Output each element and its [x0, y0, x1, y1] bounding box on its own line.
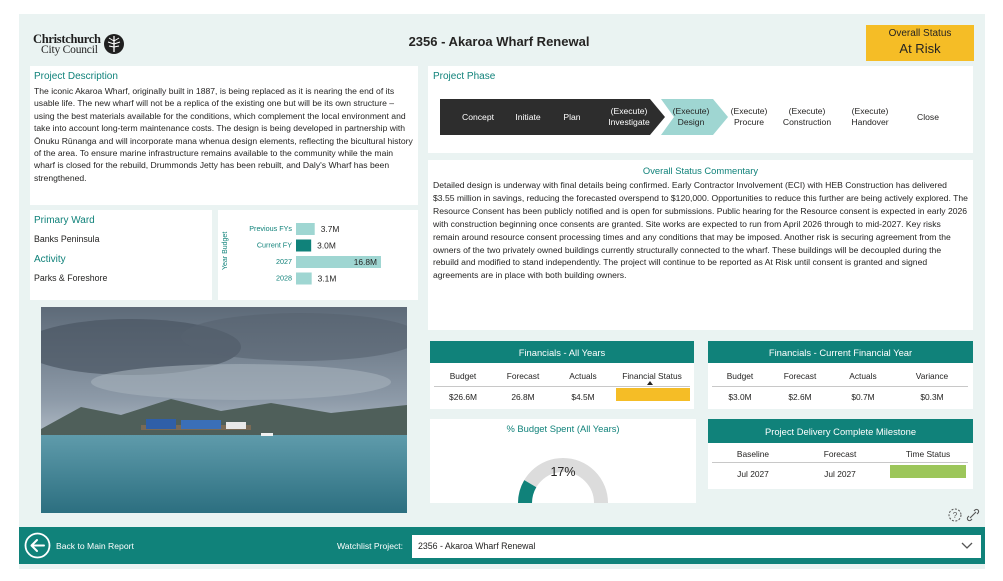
fin-cur-variance-header: Variance: [915, 371, 949, 381]
milestone-forecast-value: Jul 2027: [824, 469, 856, 479]
back-to-main-report-link[interactable]: Back to Main Report: [56, 541, 134, 551]
budget-spent-gauge-card: [430, 419, 696, 503]
milestone-header: Project Delivery Complete Milestone: [708, 419, 973, 443]
financials-current-year-table: [708, 363, 973, 409]
financials-all-years-table: [430, 363, 694, 409]
wharf-photo: [41, 307, 407, 513]
fin-all-budget-header: Budget: [449, 371, 477, 381]
phase-step: Concept: [461, 111, 494, 122]
watchlist-project-value: 2356 - Akaroa Wharf Renewal: [418, 541, 536, 551]
milestone-forecast-header: Forecast: [823, 449, 857, 459]
chevron-down-icon[interactable]: [961, 542, 973, 550]
year-budget-chart: [218, 210, 418, 300]
phase-step: (Execute) Design: [672, 106, 710, 127]
activity-label: Activity: [34, 254, 66, 265]
activity-value: Parks & Foreshore: [34, 273, 108, 283]
financials-current-year-header: Financials - Current Financial Year: [708, 341, 973, 363]
overall-status-label: Overall Status: [888, 28, 952, 39]
phase-step: Initiate: [515, 111, 541, 122]
year-budget-tick-label: 2027: [276, 257, 292, 266]
milestone-time-status-header: Time Status: [905, 449, 951, 459]
status-commentary-text: Detailed design is underway with final details being confirmed. Early Contractor Involvement (ECI) with HEB Construction has delivered $3.55 million in savings, reducing the forecasted overspend to $120,000. Opportunities to reduce this further are being actively explored. The Resource Consent has been publicly notified and is open for submissions. Public hearing for the Resource consent is expected in early 2026 with construction beginning once consents are granted. Site works are expected to run from April 2026 through to mid-2027. Key risks remain around resource consent processing times and any conditions that may be imposed. Another risk is securing agreement from the owners of the two privately owned buildings currently structurally connected to the wharf. These buildings will be decoupled during the rebuild and modified to stand independently. The project will continue to be reported as At Risk until consent is granted and signed agreements are in place with both building owners.: [433, 180, 968, 281]
budget-spent-gauge: [430, 419, 696, 503]
year-budget-value-label: 16.8M: [353, 257, 377, 267]
phase-step: (Execute) Handover: [851, 106, 889, 127]
fin-all-actuals-header: Actuals: [569, 371, 597, 381]
project-description-title: Project Description: [34, 71, 118, 82]
svg-text:?: ?: [952, 511, 958, 520]
fin-cur-actuals-value: $0.7M: [851, 392, 875, 402]
fin-all-actuals-value: $4.5M: [571, 392, 595, 402]
project-phase-card: [428, 66, 973, 153]
watchlist-project-dropdown[interactable]: [412, 535, 981, 558]
phase-stepper: [440, 99, 970, 135]
link-icon[interactable]: [966, 508, 980, 522]
sort-indicator-icon: [647, 381, 653, 385]
fin-all-status-indicator: [616, 388, 690, 401]
year-budget-chart-card: [218, 210, 418, 300]
milestone-time-status-indicator: [890, 465, 966, 478]
fin-all-status-header: Financial Status: [622, 371, 682, 381]
phase-step: Close: [917, 111, 939, 122]
fin-cur-forecast-value: $2.6M: [788, 392, 812, 402]
milestone-table: [708, 443, 973, 489]
financials-all-years-header: Financials - All Years: [430, 341, 694, 363]
budget-spent-gauge-value: 17%: [550, 465, 576, 479]
year-budget-tick-label: 2028: [276, 273, 292, 283]
year-budget-bar: [296, 223, 315, 235]
gauge-fill: [525, 484, 530, 503]
overall-status-value: At Risk: [899, 41, 941, 56]
year-budget-value-label: 3.1M: [317, 273, 337, 284]
status-commentary-title: Overall Status Commentary: [642, 165, 759, 176]
year-budget-value-label: 3.0M: [317, 240, 336, 251]
milestone-baseline-value: Jul 2027: [737, 469, 769, 479]
year-budget-bar: [296, 240, 311, 252]
fin-cur-variance-value: $0.3M: [920, 392, 944, 402]
fin-cur-forecast-header: Forecast: [783, 371, 817, 381]
year-budget-tick-label: Previous FYs: [249, 224, 292, 233]
fin-all-forecast-header: Forecast: [506, 371, 540, 381]
milestone-baseline-header: Baseline: [736, 449, 770, 459]
year-budget-bar: [296, 273, 312, 285]
report-page: [19, 14, 985, 569]
year-budget-axis-label: Year Budget: [222, 231, 229, 270]
year-budget-tick-label: Current FY: [256, 240, 292, 250]
overall-status-badge: [866, 25, 974, 61]
project-description-card: [30, 66, 418, 205]
watchlist-project-label: Watchlist Project:: [337, 541, 404, 551]
status-commentary-card: [428, 160, 973, 330]
fern-logo-icon: [103, 33, 125, 55]
year-budget-value-label: 3.7M: [320, 224, 340, 234]
project-phase-title: Project Phase: [433, 71, 496, 82]
footer-bar: [19, 527, 985, 564]
help-icon[interactable]: [948, 508, 962, 522]
page-title: 2356 - Akaroa Wharf Renewal: [408, 34, 590, 49]
phase-step: Plan: [563, 111, 581, 122]
fin-cur-budget-value: $3.0M: [728, 392, 752, 402]
primary-ward-value: Banks Peninsula: [34, 234, 100, 244]
phase-step: (Execute) Procure: [730, 106, 768, 127]
project-description-text: The iconic Akaroa Wharf, originally built in 1887, is being replaced as it is nearing the end of its usable life. The new wharf will not be a replica of the existing one but will be its own structure – using the best materials available for the conditions, which complement the local environment and take into account long-term maintenance costs. The design is being developed in partnership with Ōnuku Rūnanga and will incorporate mana whenua design elements, reflecting the bicultural history of the area. To ensure marine infrastructure remains available to the community while the main wharf is closed for the rebuild, Drummonds Jetty has been rebuilt, and Daly's Wharf has been strengthened.: [34, 86, 413, 183]
fin-all-forecast-value: 26.8M: [511, 392, 535, 402]
fin-all-budget-value: $26.6M: [449, 392, 477, 402]
council-logo: Christchurch City Council: [33, 30, 133, 60]
budget-spent-gauge-title: % Budget Spent (All Years): [506, 423, 620, 434]
ward-activity-card: [30, 210, 212, 300]
primary-ward-label: Primary Ward: [34, 215, 95, 226]
fin-cur-budget-header: Budget: [726, 371, 754, 381]
fin-cur-actuals-header: Actuals: [849, 371, 877, 381]
back-arrow-icon[interactable]: [24, 532, 51, 559]
phase-step: (Execute) Construction: [782, 106, 832, 127]
phase-step: (Execute) Investigate: [608, 106, 650, 127]
